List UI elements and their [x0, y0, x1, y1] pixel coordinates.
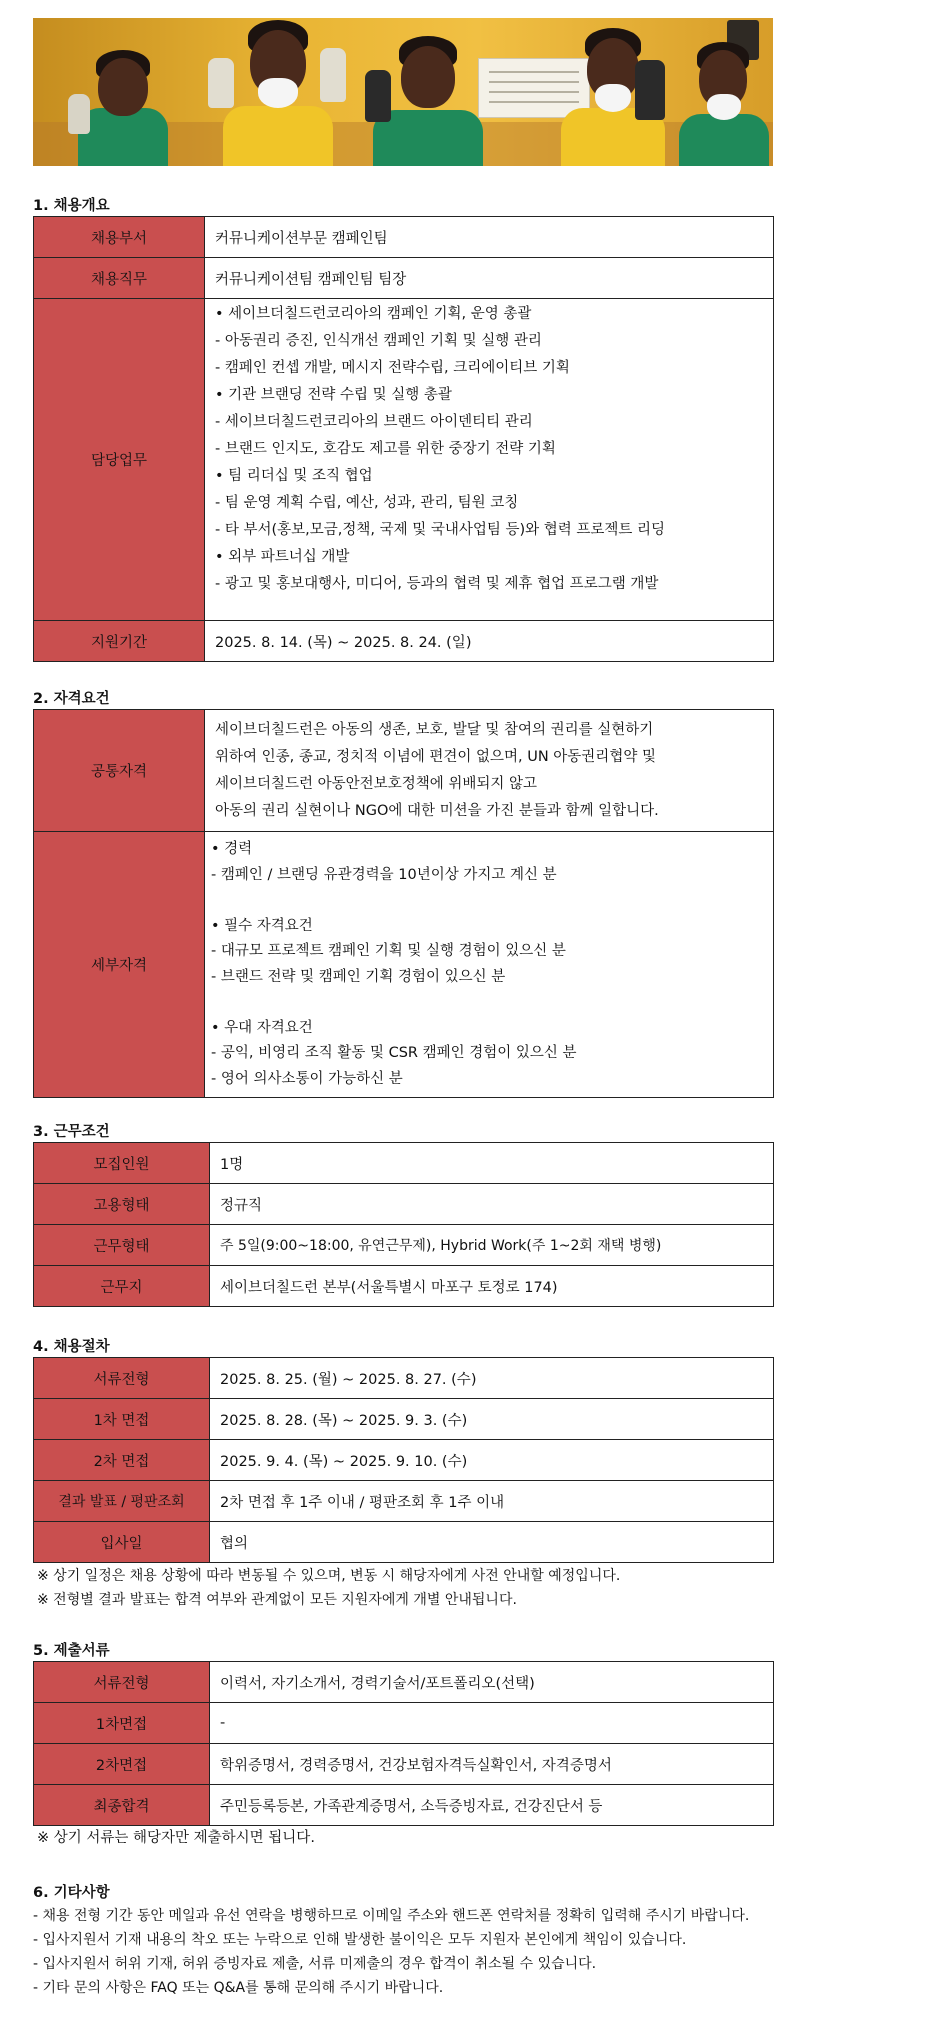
child-figure — [68, 46, 178, 166]
row-label: 지원기간 — [34, 621, 205, 662]
row-value: 2025. 8. 14. (목) ~ 2025. 8. 24. (일) — [205, 621, 774, 662]
work-conditions-table — [33, 1142, 774, 1307]
row-value: 학위증명서, 경력증명서, 건강보험자격득실확인서, 자격증명서 — [210, 1744, 774, 1785]
duty-line: • 팀 리더십 및 조직 협업 — [215, 468, 373, 484]
text-line: 아동의 권리 실현이나 NGO에 대한 미션을 가진 분들과 함께 일합니다. — [215, 802, 659, 819]
row-value: 이력서, 자기소개서, 경력기술서/포트폴리오(선택) — [210, 1662, 774, 1703]
row-label: 채용부서 — [34, 217, 205, 258]
detail-qualification — [205, 832, 774, 1098]
table-row — [34, 1785, 774, 1826]
text-line — [211, 990, 763, 1016]
misc-line: - 입사지원서 허위 기재, 허위 증빙자료 제출, 서류 미제출의 경우 합격이 취소될 수 있습니다. — [33, 1956, 597, 1972]
section-title: 3. 근무조건 — [33, 1124, 110, 1140]
row-label: 근무형태 — [34, 1225, 210, 1266]
duty-line: • 기관 브랜딩 전략 수립 및 실행 총괄 — [215, 387, 452, 403]
row-value: 협의 — [210, 1522, 774, 1563]
row-label: 서류전형 — [34, 1662, 210, 1703]
row-label: 근무지 — [34, 1266, 210, 1307]
duty-line: - 팀 운영 계획 수립, 예산, 성과, 관리, 팀원 코칭 — [215, 495, 519, 511]
row-label: 2차면접 — [34, 1744, 210, 1785]
row-value: - — [210, 1703, 774, 1744]
row-label: 고용형태 — [34, 1184, 210, 1225]
table-row — [34, 1358, 774, 1399]
table-row — [34, 1225, 774, 1266]
row-value: 커뮤니케이션부문 캠페인팀 — [205, 217, 774, 258]
row-value: 주민등록등본, 가족관계증명서, 소득증빙자료, 건강진단서 등 — [210, 1785, 774, 1826]
row-label: 입사일 — [34, 1522, 210, 1563]
child-figure — [553, 26, 673, 166]
text-line: • 경력 — [211, 841, 253, 857]
misc-line: - 입사지원서 기재 내용의 착오 또는 누락으로 인해 발생한 불이익은 모두 지원자 본인에게 책임이 있습니다. — [33, 1932, 687, 1948]
child-figure — [673, 40, 773, 166]
text-line: 세이브더칠드런 아동안전보호정책에 위배되지 않고 — [215, 775, 537, 792]
row-value: 정규직 — [210, 1184, 774, 1225]
text-line: - 공익, 비영리 조직 활동 및 CSR 캠페인 경험이 있으신 분 — [211, 1045, 577, 1061]
recruit-overview-table — [33, 216, 774, 662]
misc-line: - 채용 전형 기간 동안 메일과 유선 연락을 병행하므로 이메일 주소와 핸드폰 연락처를 정확히 입력해 주시기 바랍니다. — [33, 1908, 750, 1924]
row-label: 결과 발표 / 평판조회 — [34, 1481, 210, 1522]
table-row — [34, 1266, 774, 1307]
table-row — [34, 832, 774, 1098]
row-value: 1명 — [210, 1143, 774, 1184]
text-line: - 캠페인 / 브랜딩 유관경력을 10년이상 가지고 계신 분 — [211, 866, 557, 883]
row-label: 세부자격 — [34, 832, 205, 1098]
child-figure — [208, 18, 348, 166]
text-line: • 필수 자격요건 — [211, 917, 313, 934]
section-title: 2. 자격요건 — [33, 691, 110, 707]
table-row — [34, 258, 774, 299]
text-line: • 우대 자격요건 — [211, 1019, 313, 1036]
schedule-note: ※ 상기 일정은 채용 상황에 따라 변동될 수 있으며, 변동 시 해당자에게 사전 안내할 예정입니다. — [37, 1568, 621, 1584]
duty-list — [205, 299, 774, 621]
schedule-note: ※ 전형별 결과 발표는 합격 여부와 관계없이 모든 지원자에게 개별 안내됩니다. — [37, 1592, 517, 1608]
table-row — [34, 217, 774, 258]
child-figure — [363, 34, 493, 166]
table-row — [34, 1399, 774, 1440]
text-line: 세이브더칠드런은 아동의 생존, 보호, 발달 및 참여의 권리를 실현하기 — [215, 721, 654, 738]
row-label: 담당업무 — [34, 299, 205, 621]
qualification-table — [33, 709, 774, 1098]
table-row — [34, 1744, 774, 1785]
row-label: 공통자격 — [34, 710, 205, 832]
table-row — [34, 299, 774, 621]
row-value: 2025. 8. 25. (월) ~ 2025. 8. 27. (수) — [210, 1358, 774, 1399]
row-value: 2차 면접 후 1주 이내 / 평판조회 후 1주 이내 — [210, 1481, 774, 1522]
row-label: 1차 면접 — [34, 1399, 210, 1440]
row-label: 서류전형 — [34, 1358, 210, 1399]
common-qualification — [205, 710, 774, 832]
documents-note: ※ 상기 서류는 해당자만 제출하시면 됩니다. — [37, 1830, 315, 1846]
duty-line: - 세이브더칠드런코리아의 브랜드 아이덴티티 관리 — [215, 414, 533, 430]
row-value: 2025. 9. 4. (목) ~ 2025. 9. 10. (수) — [210, 1440, 774, 1481]
hero-photo — [33, 18, 773, 166]
hiring-process-table — [33, 1357, 774, 1563]
table-row — [34, 1522, 774, 1563]
table-row — [34, 1184, 774, 1225]
text-line: 위하여 인종, 종교, 정치적 이념에 편견이 없으며, UN 아동권리협약 및 — [215, 748, 656, 765]
duty-line: - 아동권리 증진, 인식개선 캠페인 기획 및 실행 관리 — [215, 333, 542, 349]
row-label: 모집인원 — [34, 1143, 210, 1184]
duty-line: - 브랜드 인지도, 호감도 제고를 위한 중장기 전략 기획 — [215, 441, 556, 457]
section-title: 4. 채용절차 — [33, 1339, 110, 1355]
documents-table — [33, 1661, 774, 1826]
table-row — [34, 710, 774, 832]
table-row — [34, 1703, 774, 1744]
row-label: 최종합격 — [34, 1785, 210, 1826]
row-value: 세이브더칠드런 본부(서울특별시 마포구 토정로 174) — [210, 1266, 774, 1307]
text-line: - 브랜드 전략 및 캠페인 기획 경험이 있으신 분 — [211, 968, 506, 985]
table-row — [34, 1481, 774, 1522]
table-row — [34, 1143, 774, 1184]
table-row — [34, 1440, 774, 1481]
section-title: 1. 채용개요 — [33, 198, 110, 214]
misc-line: - 기타 문의 사항은 FAQ 또는 Q&A를 통해 문의해 주시기 바랍니다. — [33, 1980, 444, 1996]
row-value: 주 5일(9:00~18:00, 유연근무제), Hybrid Work(주 1~2회 재택 병행) — [210, 1225, 774, 1266]
job-posting — [33, 18, 773, 1996]
duty-line: - 타 부서(홍보,모금,정책, 국제 및 국내사업팀 등)와 협력 프로젝트 리딩 — [215, 522, 666, 538]
table-row — [34, 1662, 774, 1703]
duty-line: • 세이브더칠드런코리아의 캠페인 기획, 운영 총괄 — [215, 306, 532, 322]
text-line: - 영어 의사소통이 가능하신 분 — [211, 1070, 403, 1087]
row-value: 커뮤니케이션팀 캠페인팀 팀장 — [205, 258, 774, 299]
text-line: - 대규모 프로젝트 캠페인 기획 및 실행 경험이 있으신 분 — [211, 943, 566, 959]
duty-line: - 캠페인 컨셉 개발, 메시지 전략수립, 크리에이티브 기획 — [215, 360, 570, 376]
section-title: 5. 제출서류 — [33, 1643, 110, 1659]
row-label: 2차 면접 — [34, 1440, 210, 1481]
section-title: 6. 기타사항 — [33, 1885, 110, 1901]
text-line — [211, 888, 763, 914]
duty-line: • 외부 파트너십 개발 — [215, 549, 350, 565]
row-value: 2025. 8. 28. (목) ~ 2025. 9. 3. (수) — [210, 1399, 774, 1440]
row-label: 1차면접 — [34, 1703, 210, 1744]
row-label: 채용직무 — [34, 258, 205, 299]
table-row — [34, 621, 774, 662]
duty-line: - 광고 및 홍보대행사, 미디어, 등과의 협력 및 제휴 협업 프로그램 개발 — [215, 576, 659, 592]
